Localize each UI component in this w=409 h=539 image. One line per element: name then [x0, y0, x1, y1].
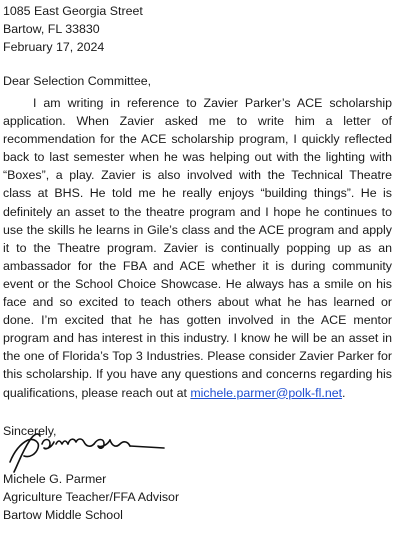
signer-name: Michele G. Parmer [3, 472, 107, 486]
sender-street: 1085 East Georgia Street [3, 4, 143, 18]
signer-school: Bartow Middle School [3, 508, 123, 522]
letter-date: February 17, 2024 [3, 40, 105, 54]
body-text: I am writing in reference to Zavier Parker’s ACE scholarship application. When Zavier asked me to write him a letter of recommendation for the ACE scholarship program, I quickly reflected back to last semester when he was helping out with the lighting with “Boxes”, a play. Zavier is also involved with the Technical Theatre class at BHS. He told me he really enjoys “building things”. He is definitely an asset to the theatre program and I hope he continues to use the skills he learns in Gile’s class and the ACE program and apply it to the Theatre program. Zavier is continually popping up as an ambassador for the FBA and ACE whether it is during community event or the School Choice Showcase. He always has a smile on his face and so excited to teach others about what he has learned or done. I’m excited that he has gotten involved in the ACE mentor program and has interest in this industry. I know he will be an asset in the one of Florida’s Top 3 Industries. Please consider Zavier Parker for this scholarship. If you have any questions and concerns regarding his qualifications, please reach out at [3, 96, 392, 400]
closing: Sincerely, [3, 424, 57, 438]
signature-icon [4, 418, 174, 474]
email-link[interactable]: michele.parmer@polk-fl.net [190, 385, 343, 400]
signer-title: Agriculture Teacher/FFA Advisor [3, 490, 180, 504]
body-paragraph [3, 94, 392, 402]
salutation: Dear Selection Committee, [3, 74, 152, 88]
letter-body [3, 94, 392, 402]
sender-city-state-zip: Bartow, FL 33830 [3, 22, 100, 36]
body-end-punctuation: . [342, 385, 346, 400]
